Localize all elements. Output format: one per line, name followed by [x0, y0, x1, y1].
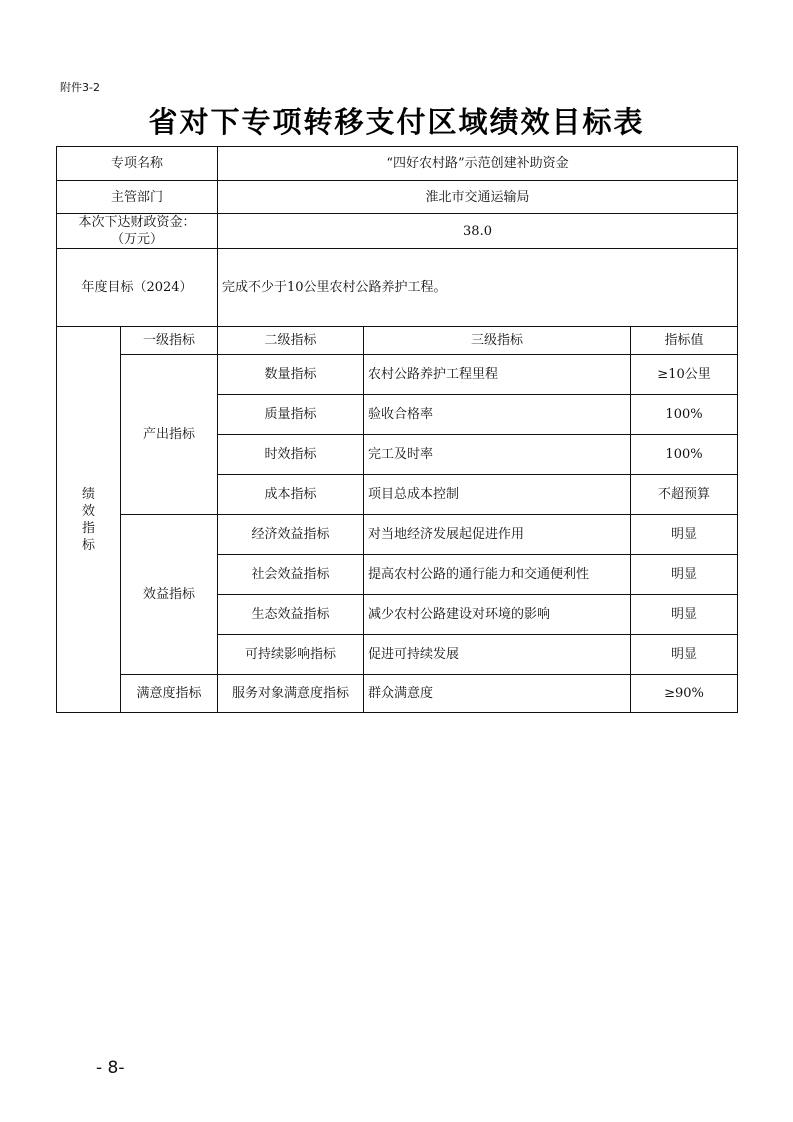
indicator-header-row — [57, 327, 738, 355]
annual-goal-row — [57, 249, 738, 327]
page-title: 省对下专项转移支付区域绩效目标表 — [148, 105, 645, 139]
value-cell: ≥10公里 — [631, 355, 738, 395]
funds-label — [57, 214, 218, 249]
funds-value: 38.0 — [218, 214, 738, 249]
level2-cell: 可持续影响指标 — [218, 635, 364, 675]
level2-cell: 社会效益指标 — [218, 555, 364, 595]
table-row — [57, 515, 738, 555]
satisfaction-row — [57, 675, 738, 713]
level3-cell: 减少农村公路建设对环境的影响 — [364, 595, 631, 635]
annual-goal-value: 完成不少于10公里农村公路养护工程。 — [218, 249, 738, 327]
department-row — [57, 181, 738, 214]
level2-cell: 经济效益指标 — [218, 515, 364, 555]
value-cell: 100% — [631, 395, 738, 435]
level3-cell: 促进可持续发展 — [364, 635, 631, 675]
department-value: 淮北市交通运输局 — [218, 181, 738, 214]
level2-cell: 时效指标 — [218, 435, 364, 475]
perf-char-3: 指 — [81, 520, 95, 536]
output-indicator-label: 产出指标 — [121, 355, 218, 515]
project-name-row — [57, 147, 738, 181]
header-level3: 三级指标 — [364, 327, 631, 355]
value-cell: 100% — [631, 435, 738, 475]
project-name-label: 专项名称 — [57, 147, 218, 181]
level3-cell: 项目总成本控制 — [364, 475, 631, 515]
attachment-label: 附件3-2 — [60, 81, 100, 94]
level2-cell: 成本指标 — [218, 475, 364, 515]
value-cell: ≥90% — [631, 675, 738, 713]
perf-char-2: 效 — [81, 503, 95, 519]
header-level2: 二级指标 — [218, 327, 364, 355]
level2-cell: 数量指标 — [218, 355, 364, 395]
page-number: - 8- — [96, 1058, 125, 1078]
funds-row — [57, 214, 738, 249]
level2-cell: 服务对象满意度指标 — [218, 675, 364, 713]
header-level1: 一级指标 — [121, 327, 218, 355]
level2-cell: 质量指标 — [218, 395, 364, 435]
perf-char-4: 标 — [81, 537, 95, 553]
annual-goal-label: 年度目标（2024） — [57, 249, 218, 327]
project-name-value: “四好农村路”示范创建补助资金 — [218, 147, 738, 181]
funds-label-line1: 本次下达财政资金： — [78, 215, 196, 230]
value-cell: 明显 — [631, 555, 738, 595]
table-row — [57, 355, 738, 395]
department-label: 主管部门 — [57, 181, 218, 214]
value-cell: 不超预算 — [631, 475, 738, 515]
benefit-indicator-label: 效益指标 — [121, 515, 218, 675]
performance-target-table — [56, 146, 738, 713]
level3-cell: 对当地经济发展起促进作用 — [364, 515, 631, 555]
value-cell: 明显 — [631, 635, 738, 675]
perf-char-1: 绩 — [81, 486, 95, 502]
funds-label-line2: （万元） — [111, 232, 164, 247]
level3-cell: 农村公路养护工程里程 — [364, 355, 631, 395]
level3-cell: 提高农村公路的通行能力和交通便利性 — [364, 555, 631, 595]
performance-indicator-label — [57, 327, 121, 713]
level3-cell: 群众满意度 — [364, 675, 631, 713]
header-value: 指标值 — [631, 327, 738, 355]
value-cell: 明显 — [631, 595, 738, 635]
level3-cell: 完工及时率 — [364, 435, 631, 475]
value-cell: 明显 — [631, 515, 738, 555]
level2-cell: 生态效益指标 — [218, 595, 364, 635]
level3-cell: 验收合格率 — [364, 395, 631, 435]
satisfaction-indicator-label: 满意度指标 — [121, 675, 218, 713]
